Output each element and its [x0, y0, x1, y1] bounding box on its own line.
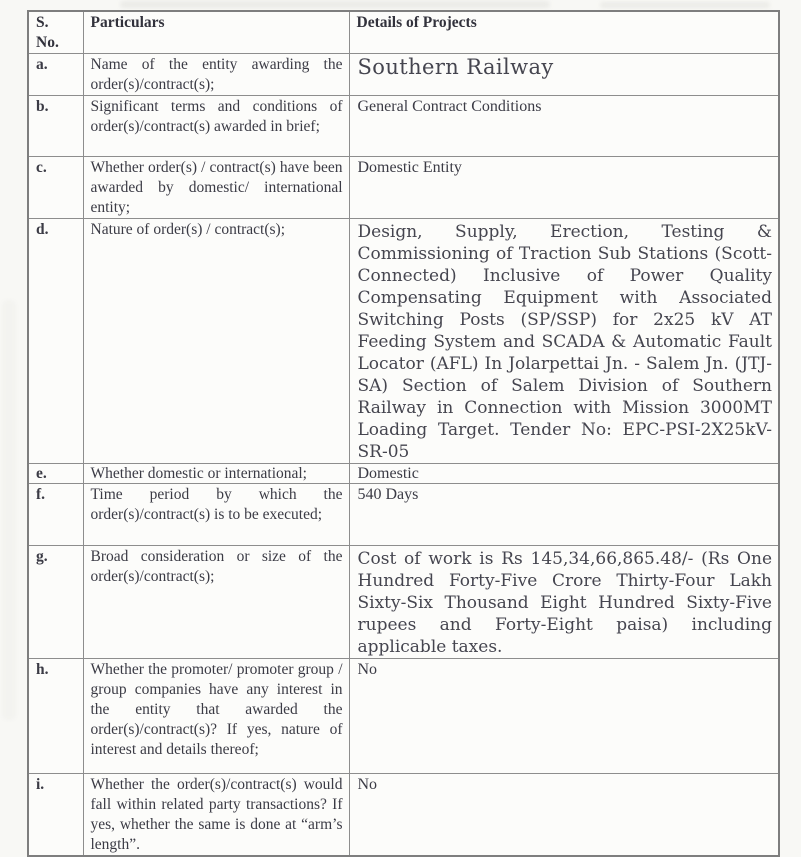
details-cell: General Contract Conditions: [349, 96, 779, 157]
table-row: [28, 546, 779, 659]
details-cell: 540 Days: [349, 484, 779, 546]
particulars-cell: Broad consideration or size of the order(s)/contract(s);: [83, 546, 349, 659]
scan-artifact: [600, 2, 770, 8]
sno-cell: e.: [28, 464, 83, 484]
details-cell: Southern Railway: [349, 54, 779, 96]
table-row: [28, 464, 779, 484]
sno-cell: b.: [28, 96, 83, 157]
table-row: [28, 54, 779, 96]
details-cell: Domestic Entity: [349, 157, 779, 219]
table-row: [28, 484, 779, 546]
scan-artifact: [120, 1, 550, 8]
particulars-cell: Whether the order(s)/contract(s) would fall within related party transactions? If yes, whether the same is done at “arm’s length”.: [83, 774, 349, 857]
table-header-row: [28, 11, 779, 54]
particulars-cell: Whether order(s) / contract(s) have been awarded by domestic/ international entity;: [83, 157, 349, 219]
sno-cell: h.: [28, 659, 83, 774]
sno-cell: i.: [28, 774, 83, 857]
table-row: [28, 774, 779, 857]
scan-artifact: [2, 300, 16, 720]
table-row: [28, 219, 779, 464]
details-cell: Domestic: [349, 464, 779, 484]
header-details: Details of Projects: [349, 11, 779, 54]
particulars-cell: Whether domestic or international;: [83, 464, 349, 484]
particulars-cell: Time period by which the order(s)/contract(s) is to be executed;: [83, 484, 349, 546]
details-cell: No: [349, 659, 779, 774]
header-sno: S. No.: [28, 11, 83, 54]
sno-cell: g.: [28, 546, 83, 659]
table-row: [28, 659, 779, 774]
sno-cell: d.: [28, 219, 83, 464]
sno-cell: f.: [28, 484, 83, 546]
particulars-cell: Name of the entity awarding the order(s)/contract(s);: [83, 54, 349, 96]
details-cell: Design, Supply, Erection, Testing & Commissioning of Traction Sub Stations (Scott-Connected) Inclusive of Power Quality Compensating Equipment with Associated Switching Posts (SP/SSP) for 2x25 kV AT Feeding System and SCADA & Automatic Fault Locator (AFL) In Jolarpettai Jn. - Salem Jn. (JTJ-SA) Section of Salem Division of Southern Railway in Connection with Mission 3000MT Loading Target. Tender No: EPC-PSI-2X25kV-SR-05: [349, 219, 779, 464]
header-particulars: Particulars: [83, 11, 349, 54]
particulars-cell: Nature of order(s) / contract(s);: [83, 219, 349, 464]
table-row: [28, 157, 779, 219]
details-cell: No: [349, 774, 779, 857]
sno-cell: c.: [28, 157, 83, 219]
details-cell: Cost of work is Rs 145,34,66,865.48/- (Rs One Hundred Forty-Five Crore Thirty-Four Lakh Sixty-Six Thousand Eight Hundred Sixty-Five rupees and Forty-Eight paisa) including applicable taxes.: [349, 546, 779, 659]
particulars-cell: Significant terms and conditions of order(s)/contract(s) awarded in brief;: [83, 96, 349, 157]
particulars-cell: Whether the promoter/ promoter group / group companies have any interest in the entity that awarded the order(s)/contract(s)? If yes, nature of interest and details thereof;: [83, 659, 349, 774]
project-details-table: [27, 10, 780, 857]
sno-cell: a.: [28, 54, 83, 96]
table-row: [28, 96, 779, 157]
